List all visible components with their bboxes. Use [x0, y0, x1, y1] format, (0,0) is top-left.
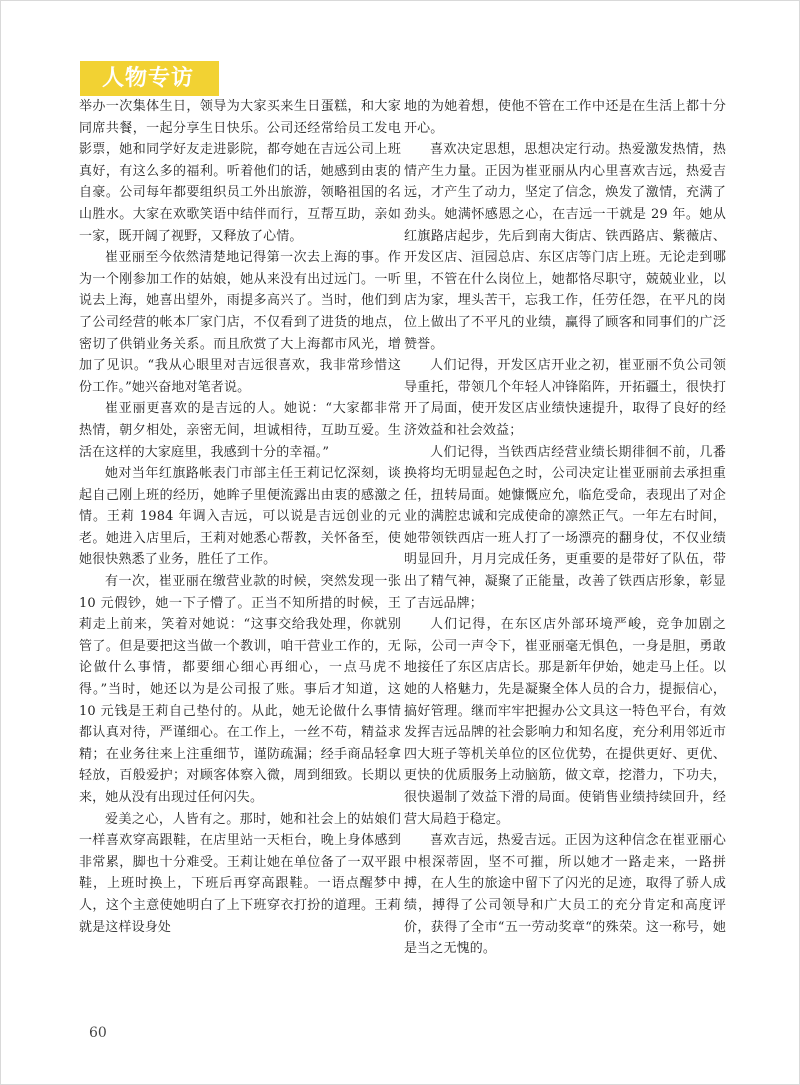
left-column — [79, 96, 401, 938]
paragraph: 人们记得，当铁西店经营业绩长期徘徊不前，几番换将均无明显起色之时，公司决定让崔亚丽前去承担重任，扭转局面。她慷慨应允，临危受命，表现出了对企业的满腔忠诚和完成使命的凛然正气。一年左右时间，她带领铁西店一班人打了一场漂亮的翻身仗，不仅业绩明显回升，月月完成任务，更重要的是带好了队伍，带出了精气神，凝聚了正能量，改善了铁西店形象，彰显了吉远品牌； — [404, 444, 726, 611]
section-tag: 人物专访 — [80, 61, 219, 96]
paragraph: 喜欢吉远，热爱吉远。正因为这种信念在崔亚丽心中根深蒂固，坚不可摧，所以她才一路走来，一路拼搏，在人生的旅途中留下了闪光的足迹，取得了骄人成绩，搏得了公司领导和广大员工的充分肯定和高度评价，获得了全市“五一劳动奖章“的殊荣。这一称号，她是当之无愧的。 — [404, 833, 726, 957]
paragraph: 人们记得，开发区店开业之初，崔亚丽不负公司领导重托，带领几个年轻人冲锋陷阵，开拓疆土，很快打开了局面，使开发区店业绩快速提升，取得了良好的经济效益和社会效益； — [404, 358, 726, 438]
page-number: 60 — [89, 1025, 107, 1041]
paragraph: 喜欢决定思想，思想决定行动。热爱激发热情，热情产生力量。正因为崔亚丽从内心里喜欢吉远，热爱吉远，才产生了动力，坚定了信念，焕发了激情，充满了劲头。她满怀感恩之心，在吉远一干就是 29 年。她从红旗路店起步，先后到南大街店、铁西路店、紫薇店、开发区店、洹园总店、东区店等门店上班。无论走到哪里，不管在什么岗位上，她都恪尽职守，兢兢业业，以店为家，埋头苦干，忘我工作，任劳任怨，在平凡的岗位上做出了不平凡的业绩，赢得了顾客和同事们的广泛赞誉。 — [404, 142, 726, 352]
paragraph: 爱美之心，人皆有之。那时，她和社会上的姑娘们一样喜欢穿高跟鞋，在店里站一天柜台，晚上身体感到非常累，脚也十分难受。王莉让她在单位备了一双平跟鞋，上班时换上，下班后再穿高跟鞋。一语点醒梦中人，这个主意使她明白了上下班穿衣打扮的道理。王莉就是这样设身处 — [79, 811, 401, 935]
paragraph: 有一次，崔亚丽在缴营业款的时候，突然发现一张 10 元假钞，她一下子懵了。正当不知所措的时候，王莉走上前来，笑着对她说：“这事交给我处理，你就别管了。但是要把这当做一个教训，咱干营业工作的，无论做什么事情，都要细心细心再细心，一点马虎不得。”当时，她还以为是公司报了账。事后才知道，这 10 元钱是王莉自己垫付的。从此，她无论做什么事情都认真对待，严谨细心。在工作上，一丝不苟，精益求精；在业务往来上注重细节，谨防疏漏；经手商品轻拿轻放，百般爱护；对顾客体察入微，周到细致。长期以来，她从没有出现过任何闪失。 — [79, 574, 401, 805]
paragraph: 人们记得，在东区店外部环境严峻，竞争加剧之际，公司一声令下，崔亚丽毫无惧色，一身是胆，勇敢地接任了东区店店长。那是新年伊始，她走马上任。以她的人格魅力，先是凝聚全体人员的合力，提振信心，搞好管理。继而牢牢把握办公文具这一特色平台，有效发挥吉远品牌的社会影响力和知名度，充分利用邻近市四大班子等机关单位的区位优势，在提供更好、更优、更快的优质服务上动脑筋，做文章，挖潜力，下功夫，很快遏制了效益下滑的局面。使销售业绩持续回升，经营大局趋于稳定。 — [404, 617, 726, 827]
right-column — [404, 96, 726, 960]
paragraph: 她对当年红旗路帐表门市部主任王莉记忆深刻，谈起自己刚上班的经历，她眸子里便流露出由衷的感激之情。王莉 1984 年调入吉远，可以说是吉远创业的元老。她进入店里后，王莉对她悉心帮教，关怀备至，使她很快熟悉了业务，胜任了工作。 — [79, 466, 401, 568]
paragraph: 崔亚丽至今依然清楚地记得第一次去上海的事。作为一个刚参加工作的姑娘，她从来没有出过远门。一听说去上海，她喜出望外，雨提多高兴了。当时，他们到了公司经营的帐本厂家门店，不仅看到了进货的地点，密切了供销业务关系。而且欣赏了大上海都市风光，增加了见识。“我从心眼里对吉远很喜欢，我非常珍惜这份工作。”她兴奋地对笔者说。 — [79, 250, 401, 395]
paragraph: 崔亚丽更喜欢的是吉远的人。她说：“大家都非常热情，朝夕相处，亲密无间，坦诚相待，互助互爱。生活在这样的大家庭里，我感到十分的幸福。” — [79, 401, 401, 460]
paragraph: 地的为她着想，使他不管在工作中还是在生活上都十分开心。 — [404, 99, 726, 136]
paragraph: 举办一次集体生日，领导为大家买来生日蛋糕，和大家同席共餐，一起分享生日快乐。公司还经常给员工发电影票，她和同学好友走进影院，都夸她在吉远公司上班真好，有这么多的福利。听着他们的话，她感到由衷的自豪。公司每年都要组织员工外出旅游，领略祖国的名山胜水。大家在欢歌笑语中结伴而行，互帮互助，亲如一家，既开阔了视野，又释放了心情。 — [79, 99, 401, 244]
